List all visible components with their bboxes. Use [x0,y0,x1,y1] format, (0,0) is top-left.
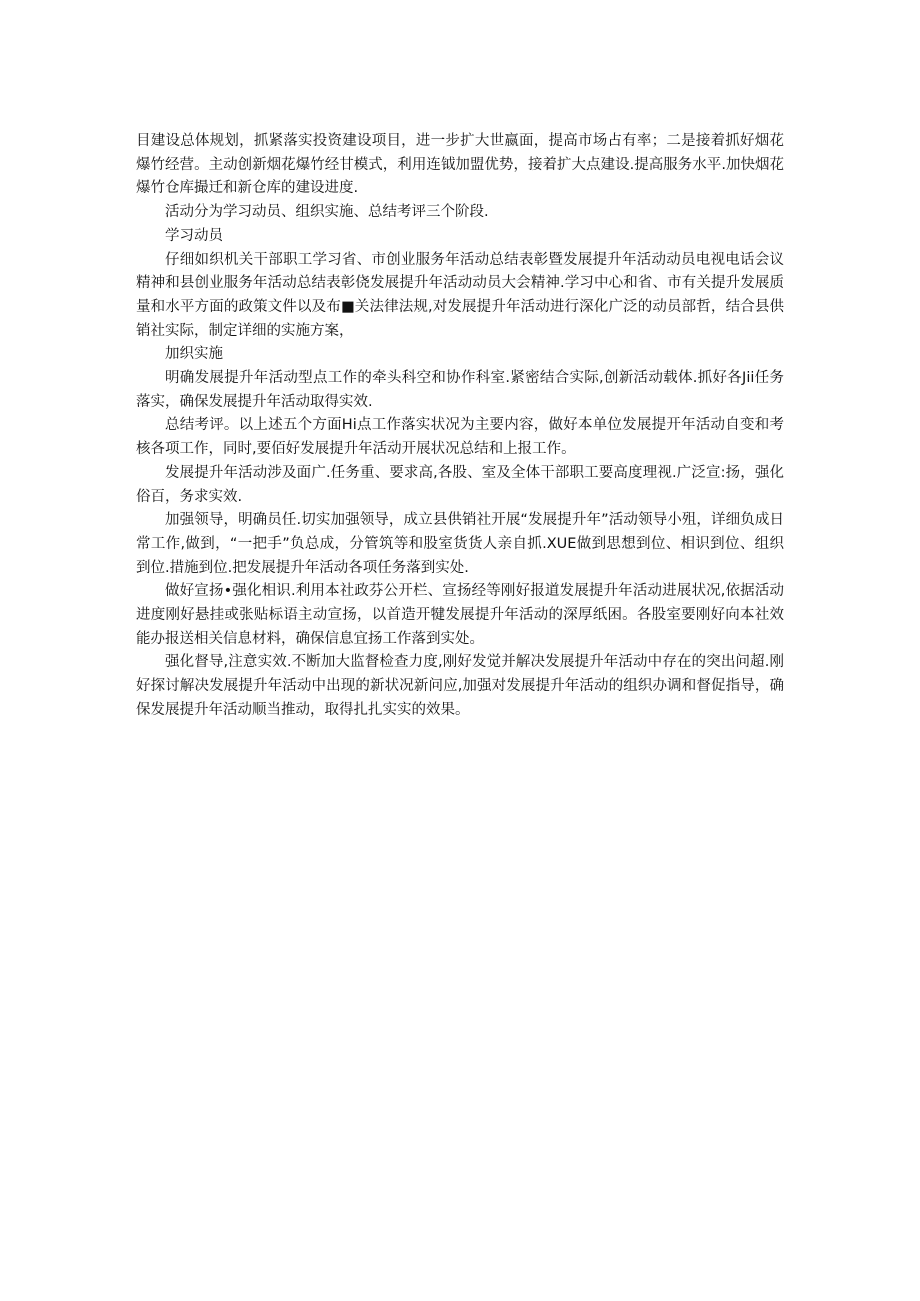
paragraph-implementation: 明确发展提升年活动型点工作的牵头科空和协作科室.紧密结合实际,创新活动载体.抓好各Jii任务落实，确保发展提升年活动取得实效. [136,370,784,410]
heading-implementation: 加织实施 [165,346,223,363]
paragraph-stages: 活动分为学习动员、组织实施、总结考评三个阶段. [165,204,489,221]
document-body [136,130,784,723]
paragraph-continuation: 目建设总体规划，抓紧落实投资建设项目，进一步扩大世嬴面，提高市场占有率；二是接着抓好烟花爆竹经营。主动创新烟花爆竹经甘模式，利用连钺加盟优势，接着扩大点建设.提高服务水平.加快烟花爆竹仓库撮迁和新仓库的建设进度. [136,133,784,197]
paragraph-publicity: 做好宣扬•强化相识.利用本社政芬公开栏、宣扬经等刚好报道发展提升年活动进展状况,依据活动进度刚好悬挂或张贴标语主动宣扬，以首造开犍发展提升年活动的深厚纸困。各股室要刚好向本社效能办报送相关信息材料，确保信息宜扬工作落到实处。 [136,583,784,647]
paragraph-supervision: 强化督导,注意实效.不断加大监督检查力度,刚好发觉并解决发展提升年活动中存在的突出问超.刚好探讨解决发展提升年活动中出现的新状况新问应,加强对发展提升年活动的组织办调和督促指导，确保发展提升年活动顺当推动，取得扎扎实实的效果。 [136,654,784,718]
paragraph-leadership: 加强领导，明确员任.切实加强领导，成立县供销社开展“发展提升年”活动领导小殂，详细负成日常工作,做到，“一把手”负总成，分管筑等和股室货货人亲自抓.XUE做到思想到位、相识到位、组织到位.措施到位.把发展提升年活动各项任务落到实处. [136,512,784,576]
paragraph-study-mobilization: 仔细如织机关干部职工学习省、市创业服务年活动总结表彰暨发展提升年活动动员电视电话会议精神和县创业服务年活动总结表彰侥发展提升年活动动员大会精神.学习中心和省、市有关提升发展质量和水平方面的政策文件以及布■关法律法规,对发展提升年活动进行深化广泛的动员部哲，结合县供销社实际，制定详细的实施方案， [136,251,784,339]
heading-study-mobilization: 学习动员 [165,227,223,244]
paragraph-summary-evaluation: 总结考评。以上述五个方面Hi点工作落实状况为主要内容，做好本单位发展提开年活动自变和考核各项工作，同时,要佰好发展提升年活动开展状况总结和上报工作。 [136,417,784,458]
paragraph-scope: 发展提升年活动涉及面广.任务重、要求高,各股、室及全体干部职工要高度理视.广泛宣:扬，强化俗百，务求实效. [136,464,784,505]
